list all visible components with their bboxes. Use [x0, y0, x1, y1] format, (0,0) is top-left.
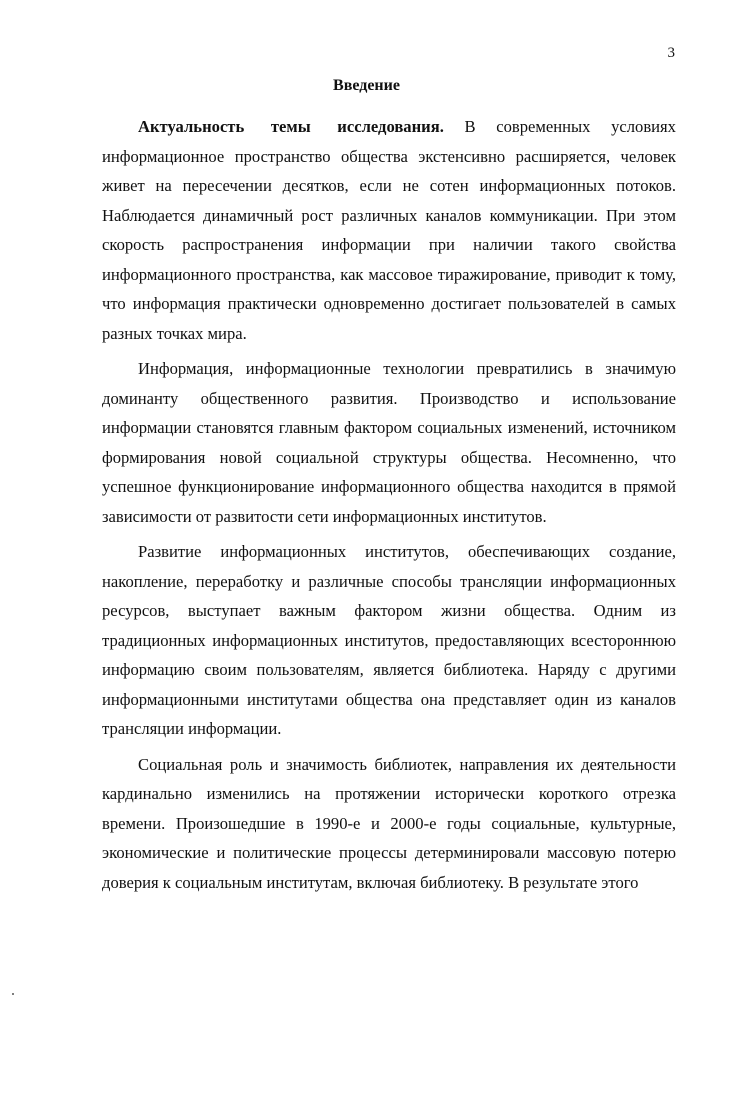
paragraph-4: Социальная роль и значимость библиотек, направления их деятельности кардинально изменились на протяжении исторически короткого отрезка времени. Произошедшие в 1990-е и 2000-е годы социальные, культурные, экономические и политические процессы детерминировали массовую потерю доверия к социальным институтам, включая библиотеку. В результате этого	[102, 754, 676, 892]
body-text	[102, 112, 676, 903]
paragraph-lead: Актуальность темы исследования.	[138, 117, 444, 136]
section-heading: Введение	[333, 77, 400, 94]
paragraph-1	[102, 112, 676, 348]
paragraph-2: Информация, информационные технологии превратились в значимую доминанту общественного развития. Производство и использование информации становятся главным фактором социальных изменений, источником формирования новой социальной структуры общества. Несомненно, что успешное функционирование информационного общества находится в прямой зависимости от развитости сети информационных институтов.	[102, 359, 676, 526]
paragraph-text: В современных условиях информационное пространство общества экстенсивно расширяется, человек живет на пересечении десятков, если не сотен информационных потоков. Наблюдается динамичный рост различных каналов коммуникации. При этом скорость распространения информации при наличии такого свойства информационного пространства, как массовое тиражирование, приводит к тому, что информация практически одновременно достигает пользователей в самых разных точках мира.	[102, 117, 676, 343]
page-number: 3	[667, 45, 675, 61]
scan-speck	[12, 993, 14, 995]
paragraph-3: Развитие информационных институтов, обеспечивающих создание, накопление, переработку и различные способы трансляции информационных ресурсов, выступает важным фактором жизни общества. Одним из традиционных информационных институтов, предоставляющих всестороннюю информацию своим пользователям, является библиотека. Наряду с другими информационными институтами общества она представляет один из каналов трансляции информации.	[102, 542, 676, 738]
